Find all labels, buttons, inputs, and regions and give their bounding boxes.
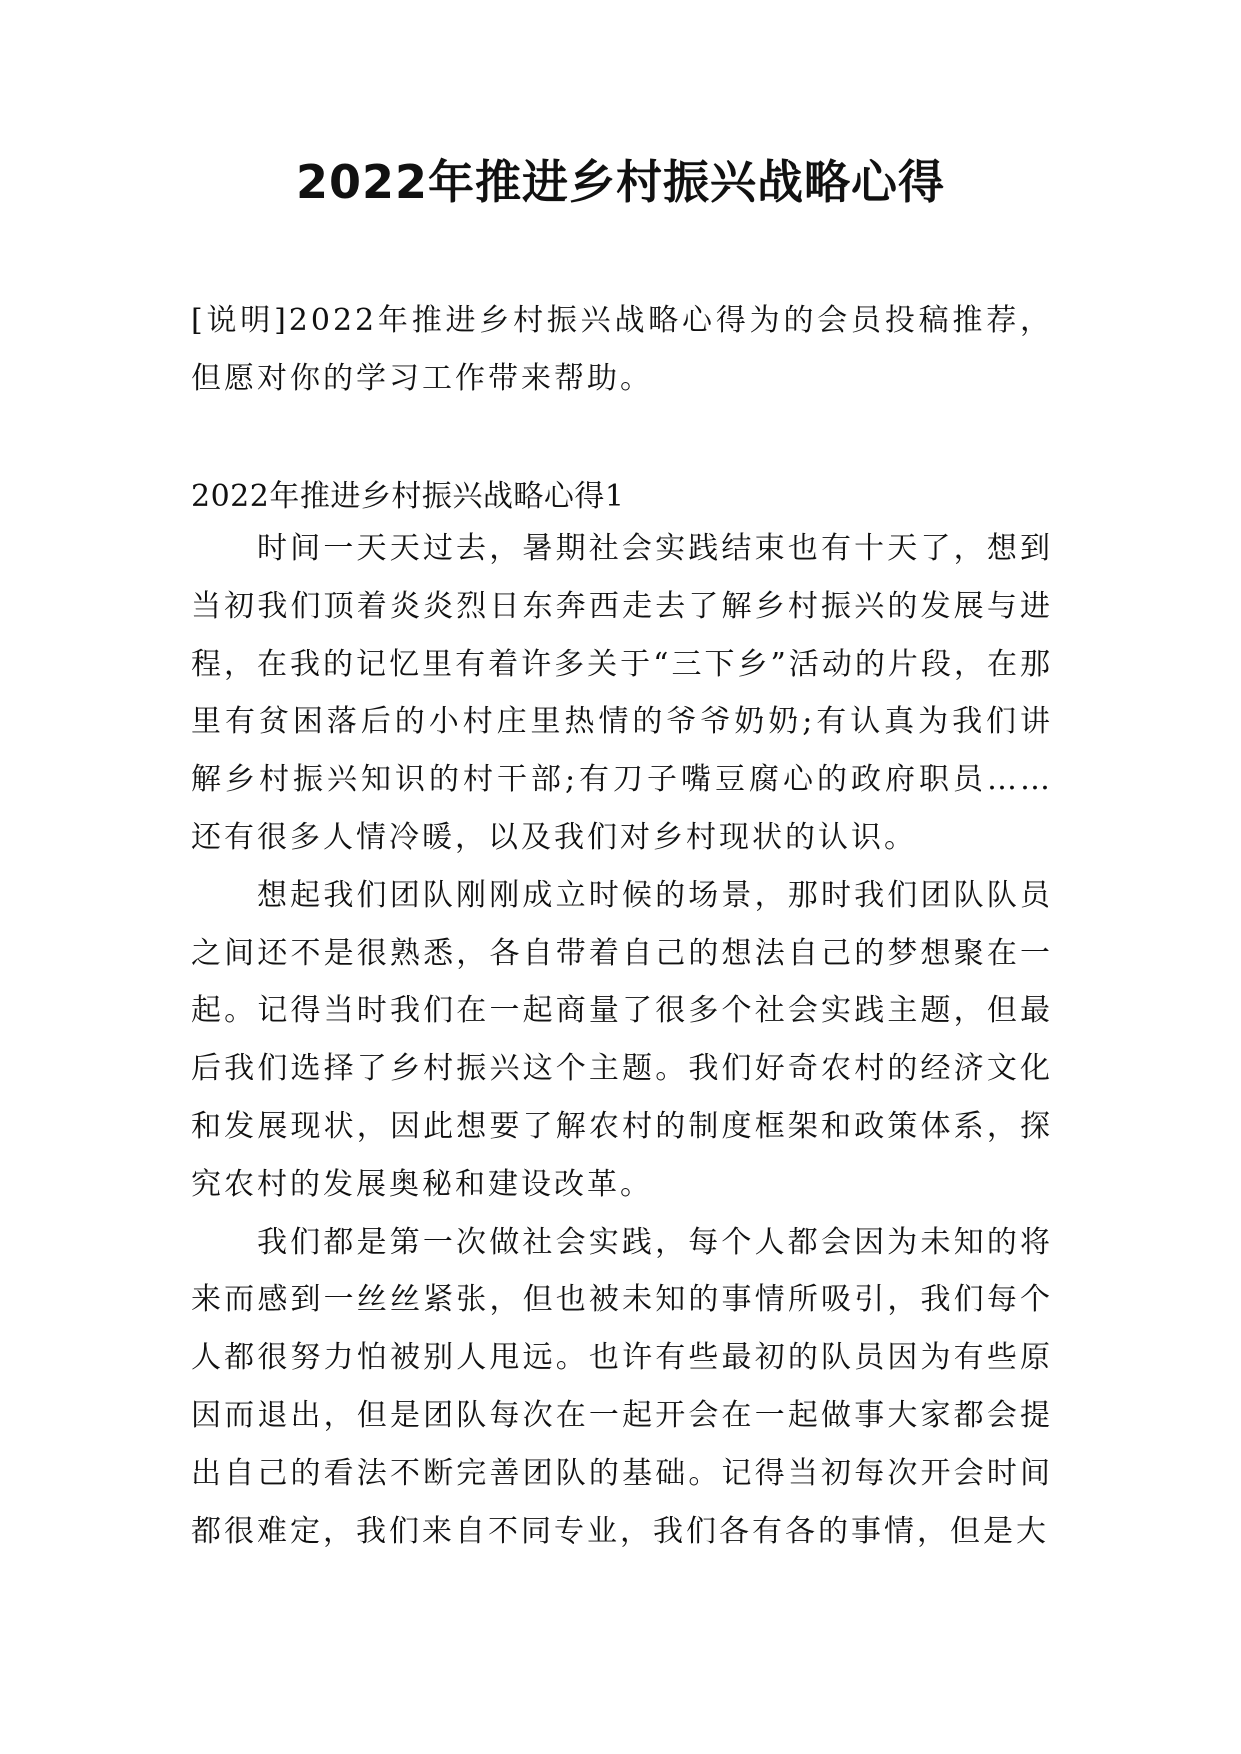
body-text (191, 520, 1053, 1560)
document-title: 2022年推进乡村振兴战略心得 (295, 155, 946, 209)
section-heading: 2022年推进乡村振兴战略心得1 (191, 479, 625, 514)
intro-note: [说明]2022年推进乡村振兴战略心得为的会员投稿推荐，但愿对你的学习工作带来帮助。 (191, 303, 1053, 396)
paragraph-3: 我们都是第一次做社会实践，每个人都会因为未知的将来而感到一丝丝紧张，但也被未知的事情所吸引，我们每个人都很努力怕被别人甩远。也许有些最初的队员因为有些原因而退出，但是团队每次在一起开会在一起做事大家都会提出自己的看法不断完善团队的基础。记得当初每次开会时间都很难定，我们来自不同专业，我们各有各的事情，但是大 (191, 1224, 1053, 1549)
paragraph-2: 想起我们团队刚刚成立时候的场景，那时我们团队队员之间还不是很熟悉，各自带着自己的想法自己的梦想聚在一起。记得当时我们在一起商量了很多个社会实践主题，但最后我们选择了乡村振兴这个主题。我们好奇农村的经济文化和发展现状，因此想要了解农村的制度框架和政策体系，探究农村的发展奥秘和建设改革。 (191, 877, 1053, 1202)
paragraph-1: 时间一天天过去，暑期社会实践结束也有十天了，想到当初我们顶着炎炎烈日东奔西走去了解乡村振兴的发展与进程，在我的记忆里有着许多关于“三下乡”活动的片段，在那里有贫困落后的小村庄里热情的爷爷奶奶;有认真为我们讲解乡村振兴知识的村干部;有刀子嘴豆腐心的政府职员……还有很多人情冷暖，以及我们对乡村现状的认识。 (191, 531, 1053, 855)
